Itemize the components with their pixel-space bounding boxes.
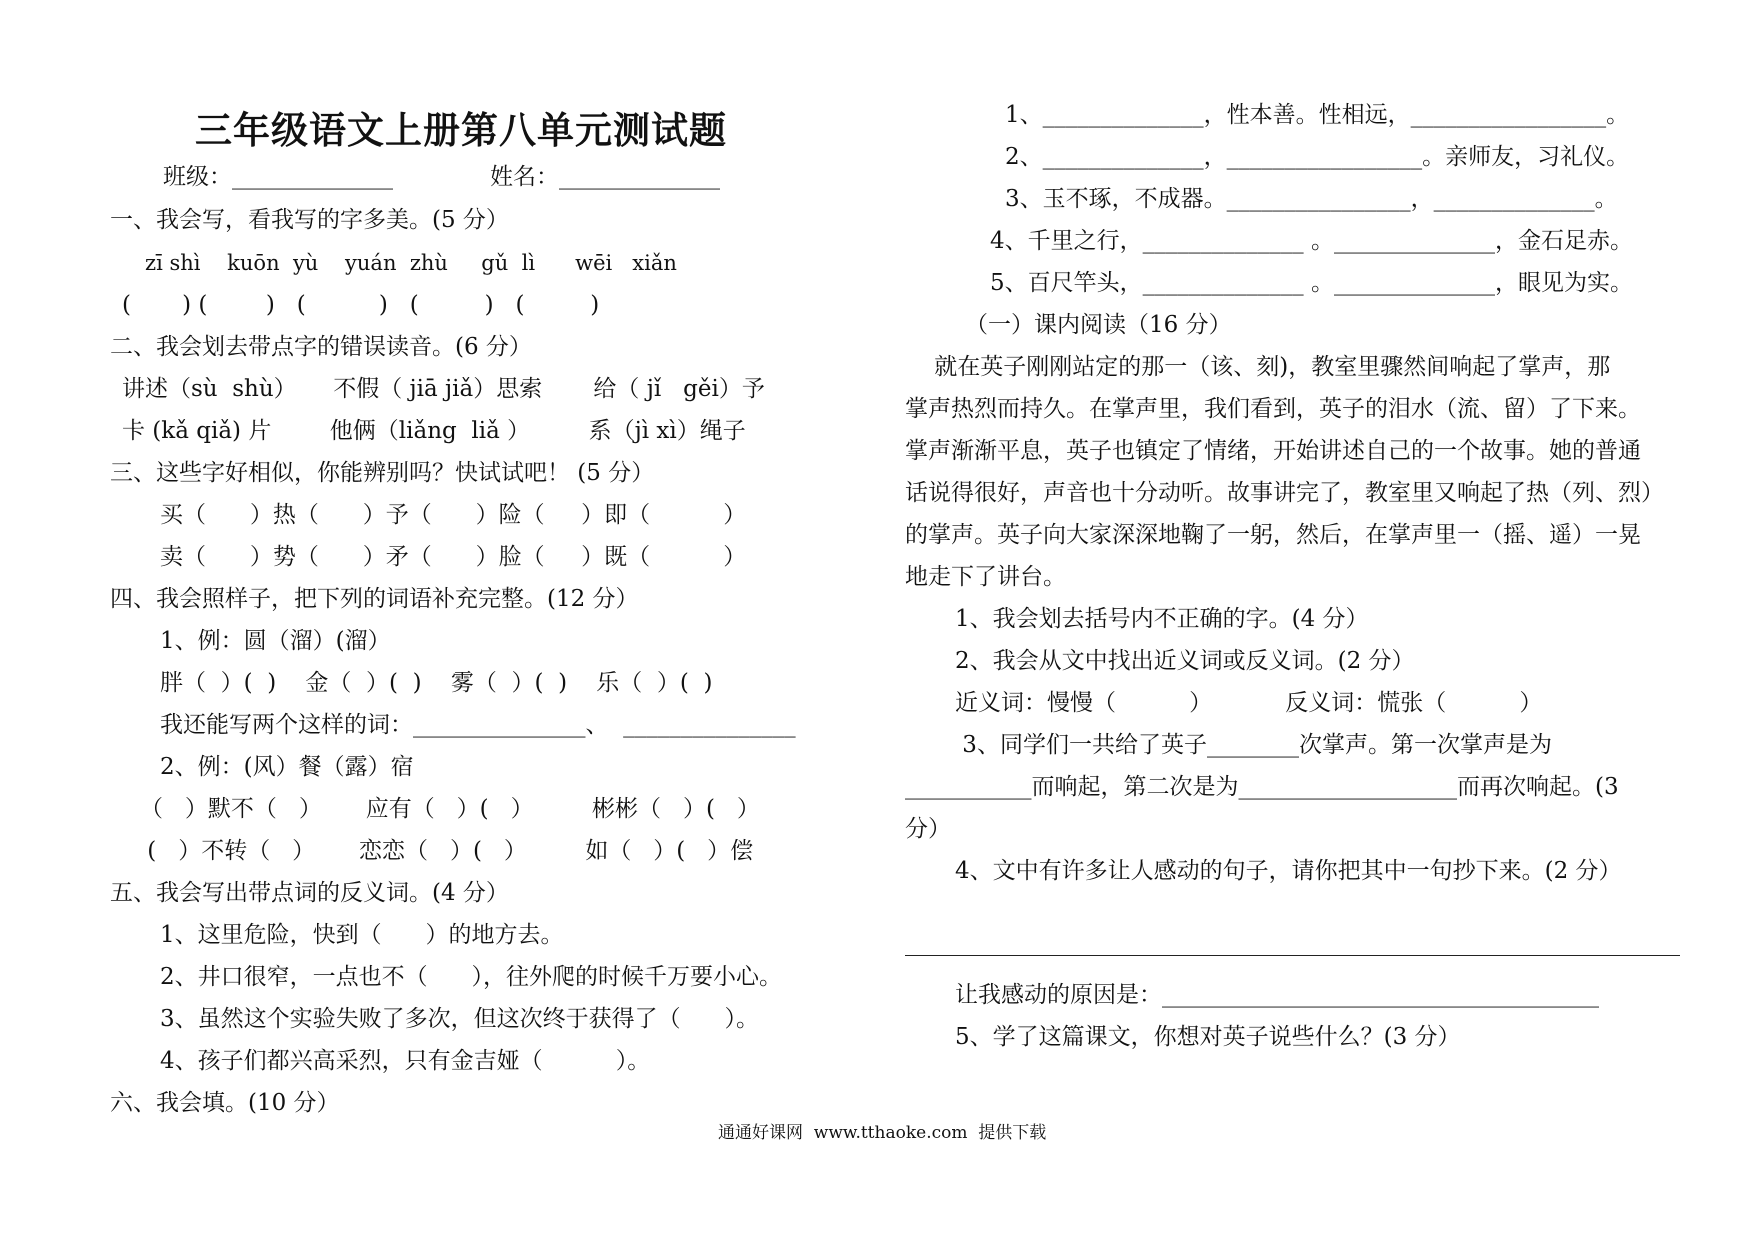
- passage-line: 地走下了讲台。: [905, 564, 1066, 590]
- section-5-heading: 五、我会写出带点词的反义词。(4 分）: [110, 880, 509, 906]
- question-3-line-1: 3、同学们一共给了英子________次掌声。第一次掌声是为: [955, 732, 1552, 758]
- antonym-question-3: 3、虽然这个实验失败了多次，但这次终于获得了（ ）。: [160, 1006, 759, 1032]
- passage-line: 话说得很好，声音也十分动听。故事讲完了，教室里又响起了热（列、烈）: [905, 480, 1664, 506]
- question-3-line-3: 分）: [905, 816, 951, 842]
- example-2: 2、例：(风）餐（露）宿: [160, 754, 414, 780]
- question-2: 2、我会从文中找出近义词或反义词。(2 分）: [955, 648, 1415, 674]
- name-label: 姓名：______________: [490, 164, 720, 190]
- similar-chars-line-2: 卖（ ）势（ ）矛（ ）脸（ ）既（ ）: [160, 544, 747, 570]
- fill-line-1: 1、______________，性本善。性相远，_________________。: [1005, 102, 1630, 128]
- class-label: 班级：______________: [163, 164, 393, 190]
- section-4-heading: 四、我会照样子，把下列的词语补充完整。(12 分）: [110, 586, 639, 612]
- example-1: 1、例：圆（溜）(溜）: [160, 628, 391, 654]
- footer-credit: 通通好课网 www.tthaoke.com 提供下载: [718, 1123, 1047, 1143]
- passage-line: 掌声渐渐平息，英子也镇定了情绪，开始讲述自己的一个故事。她的普通: [905, 438, 1641, 464]
- passage-line: 掌声热烈而持久。在掌声里，我们看到，英子的泪水（流、留）了下来。: [905, 396, 1641, 422]
- passage-line: 的掌声。英子向大家深深地鞠了一躬，然后，在掌声里一（摇、遥）一晃: [905, 522, 1641, 548]
- fill-line-4: 4、千里之行，______________ 。______________，金石足赤。: [990, 228, 1633, 254]
- idiom-line-1: （ ）默不（ ） 应有（ ）( ） 彬彬（ ）( ）: [140, 796, 760, 822]
- fill-line-3: 3、玉不琢，不成器。________________，______________。: [1005, 186, 1618, 212]
- antonym-question-2: 2、井口很窄，一点也不（ ），往外爬的时候千万要小心。: [160, 964, 782, 990]
- word-complete-line-1: 胖（ ）( ) 金（ ）( ) 雾（ ）( ) 乐（ ）( ): [160, 670, 713, 696]
- reason-line: 让我感动的原因是：______________________________________: [955, 982, 1599, 1008]
- question-5: 5、学了这篇课文，你想对英子说些什么？(3 分）: [955, 1024, 1461, 1050]
- similar-chars-line-1: 买（ ）热（ ）予（ ）险（ ）即（ ）: [160, 502, 747, 528]
- reading-line-1: 讲述（sù shù） 不假（ jiā jiǎ）思索 给（ jǐ gěi）予: [122, 376, 765, 402]
- section-2-heading: 二、我会划去带点字的错误读音。(6 分）: [110, 334, 532, 360]
- fill-line-5: 5、百尺竿头，______________ 。______________，眼见为实。: [990, 270, 1633, 296]
- write-more-words: 我还能写两个这样的词：_______________、 _______________: [160, 712, 796, 738]
- pinyin-row: zī shì kuōn yù yuán zhù gǔ lì wēi xiǎn: [145, 251, 677, 275]
- antonym-question-4: 4、孩子们都兴高采烈，只有金吉娅（ ）。: [160, 1048, 651, 1074]
- question-1: 1、我会划去括号内不正确的字。(4 分）: [955, 606, 1369, 632]
- section-6-heading: 六、我会填。(10 分）: [110, 1090, 340, 1116]
- question-3-line-2: ___________而响起，第二次是为___________________而再次响起。(3: [905, 774, 1619, 800]
- synonym-antonym-line: 近义词：慢慢（ ） 反义词：慌张（ ）: [955, 690, 1543, 716]
- section-1-heading: 一、我会写，看我写的字多美。(5 分）: [110, 207, 509, 233]
- reading-line-2: 卡 (kǎ qiǎ) 片 他俩（liǎng liǎ ） 系（jì xì）绳子: [122, 418, 746, 444]
- answer-brackets-row: ( ) ( ) ( ) ( ) ( ): [122, 292, 600, 318]
- reading-heading: （一）课内阅读（16 分）: [965, 312, 1232, 338]
- fill-line-2: 2、______________，_________________。亲师友，习礼仪。: [1005, 144, 1630, 170]
- idiom-line-2: ( ）不转（ ） 恋恋（ ）( ） 如（ ）( ）偿: [140, 838, 754, 864]
- answer-line: [905, 955, 1680, 956]
- question-4: 4、文中有许多让人感动的句子，请你把其中一句抄下来。(2 分）: [955, 858, 1622, 884]
- page-title: 三年级语文上册第八单元测试题: [195, 109, 727, 152]
- passage-line: 就在英子刚刚站定的那一（该、刻)，教室里骤然间响起了掌声，那: [905, 354, 1611, 380]
- section-3-heading: 三、这些字好相似，你能辨别吗？快试试吧！ (5 分）: [110, 460, 655, 486]
- antonym-question-1: 1、这里危险，快到（ ）的地方去。: [160, 922, 564, 948]
